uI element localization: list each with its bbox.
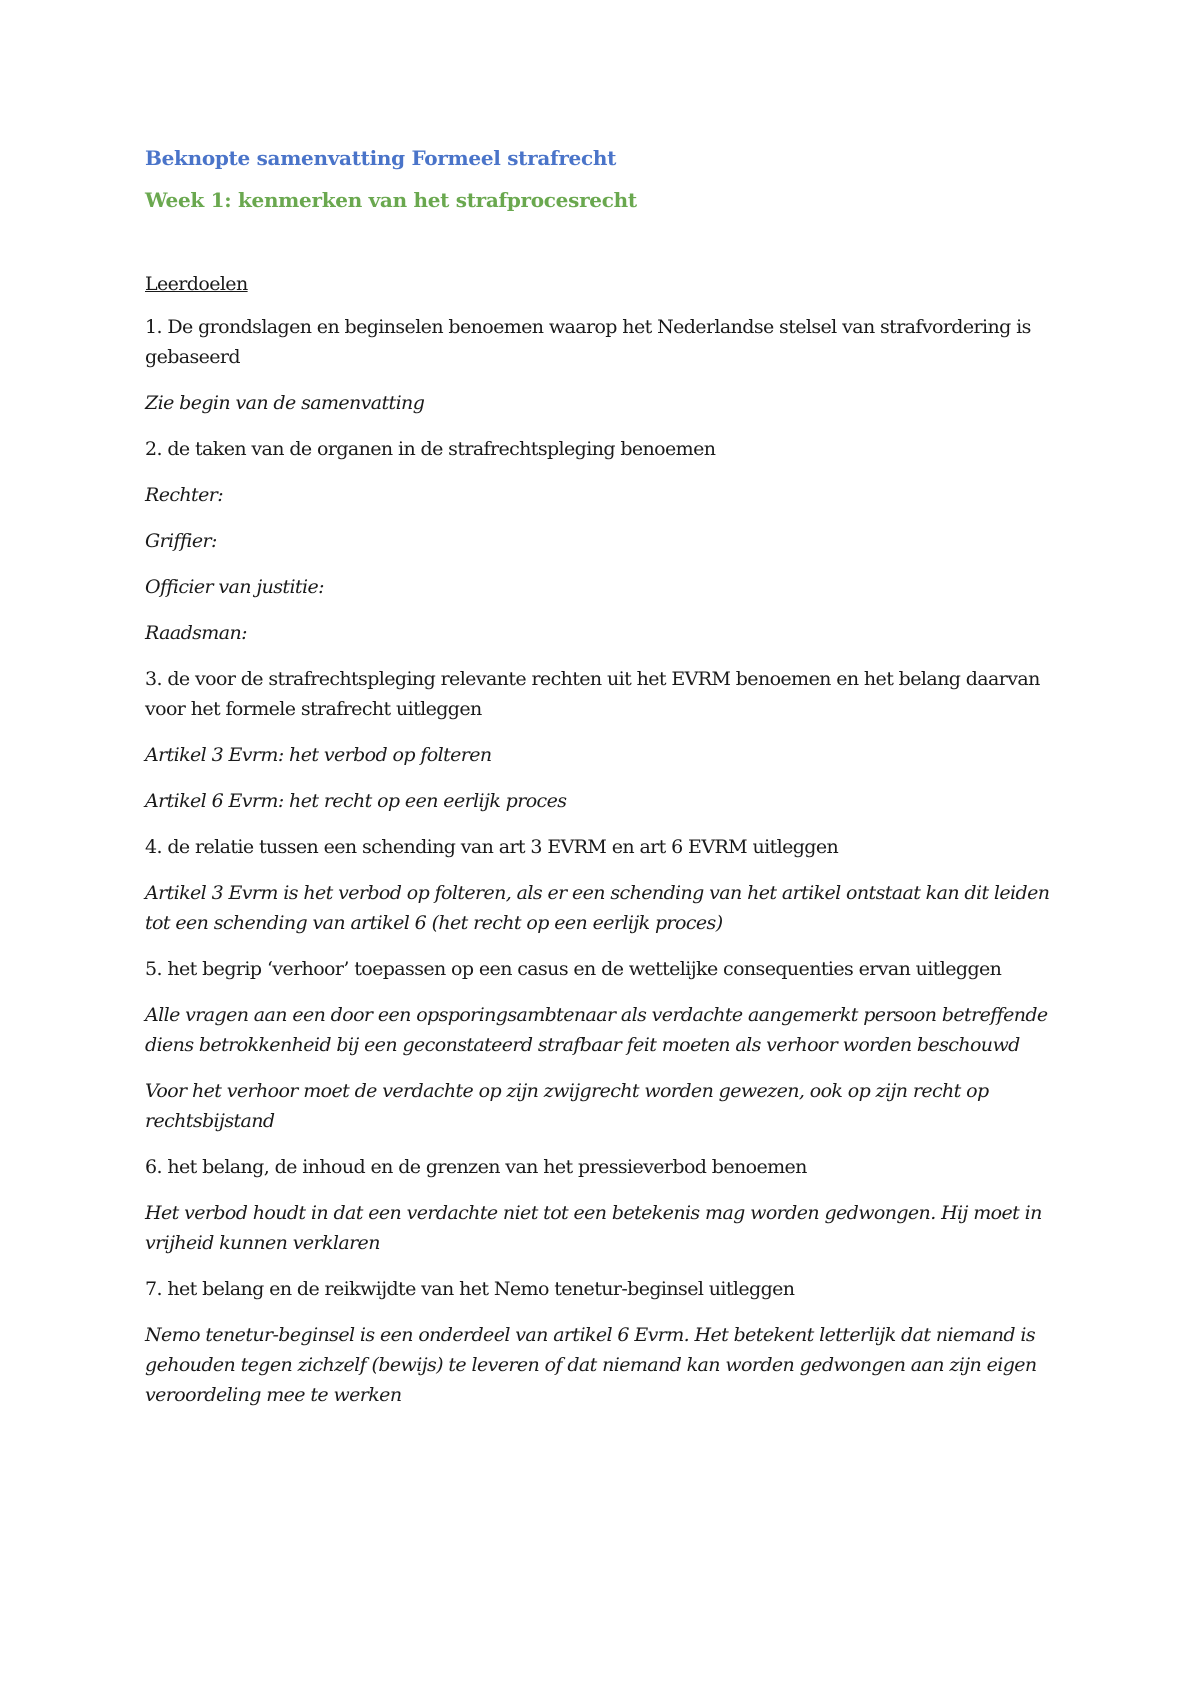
learning-goal-paragraph: 5. het begrip ‘verhoor’ toepassen op een casus en de wettelijke consequenties ervan uitleggen (145, 958, 1002, 980)
answer-paragraph: Nemo tenetur-beginsel is een onderdeel van artikel 6 Evrm. Het betekent letterlijk dat niemand is gehouden tegen zichzelf (bewijs) te leveren of dat niemand kan worden gedwongen aan zijn eigen veroordeling mee te werken (145, 1324, 1037, 1406)
answer-paragraph: Artikel 3 Evrm is het verbod op folteren, als er een schending van het artikel ontstaat kan dit leiden tot een schending van artikel 6 (het recht op een eerlijk proces) (145, 882, 1050, 934)
answer-paragraph: Rechter: (145, 484, 223, 506)
answer-paragraph: Artikel 6 Evrm: het recht op een eerlijk proces (145, 790, 567, 812)
answer-paragraph: Voor het verhoor moet de verdachte op zijn zwijgrecht worden gewezen, ook op zijn recht op rechtsbijstand (145, 1080, 989, 1132)
answer-paragraph: Griffier: (145, 530, 217, 552)
learning-goal-paragraph: 6. het belang, de inhoud en de grenzen van het pressieverbod benoemen (145, 1156, 807, 1178)
document-body (145, 144, 1075, 1426)
section-heading-leerdoelen: Leerdoelen (145, 273, 248, 295)
learning-goals-list (145, 312, 1075, 1410)
learning-goal-paragraph: 7. het belang en de reikwijdte van het Nemo tenetur-beginsel uitleggen (145, 1278, 795, 1300)
document-subtitle: Week 1: kenmerken van het strafprocesrecht (145, 188, 637, 212)
answer-paragraph: Zie begin van de samenvatting (145, 392, 425, 414)
learning-goal-paragraph: 4. de relatie tussen een schending van art 3 EVRM en art 6 EVRM uitleggen (145, 836, 839, 858)
learning-goal-paragraph: 2. de taken van de organen in de strafrechtspleging benoemen (145, 438, 716, 460)
learning-goal-paragraph: 3. de voor de strafrechtspleging relevante rechten uit het EVRM benoemen en het belang daarvan voor het formele strafrecht uitleggen (145, 668, 1040, 720)
answer-paragraph: Raadsman: (145, 622, 247, 644)
answer-paragraph: Alle vragen aan een door een opsporingsambtenaar als verdachte aangemerkt persoon betreffende diens betrokkenheid bij een geconstateerd strafbaar feit moeten als verhoor worden beschouwd (145, 1004, 1048, 1056)
learning-goal-paragraph: 1. De grondslagen en beginselen benoemen waarop het Nederlandse stelsel van strafvordering is gebaseerd (145, 316, 1031, 368)
answer-paragraph: Het verbod houdt in dat een verdachte niet tot een betekenis mag worden gedwongen. Hij moet in vrijheid kunnen verklaren (145, 1202, 1042, 1254)
answer-paragraph: Artikel 3 Evrm: het verbod op folteren (145, 744, 492, 766)
answer-paragraph: Officier van justitie: (145, 576, 324, 598)
document-title: Beknopte samenvatting Formeel strafrecht (145, 146, 617, 170)
